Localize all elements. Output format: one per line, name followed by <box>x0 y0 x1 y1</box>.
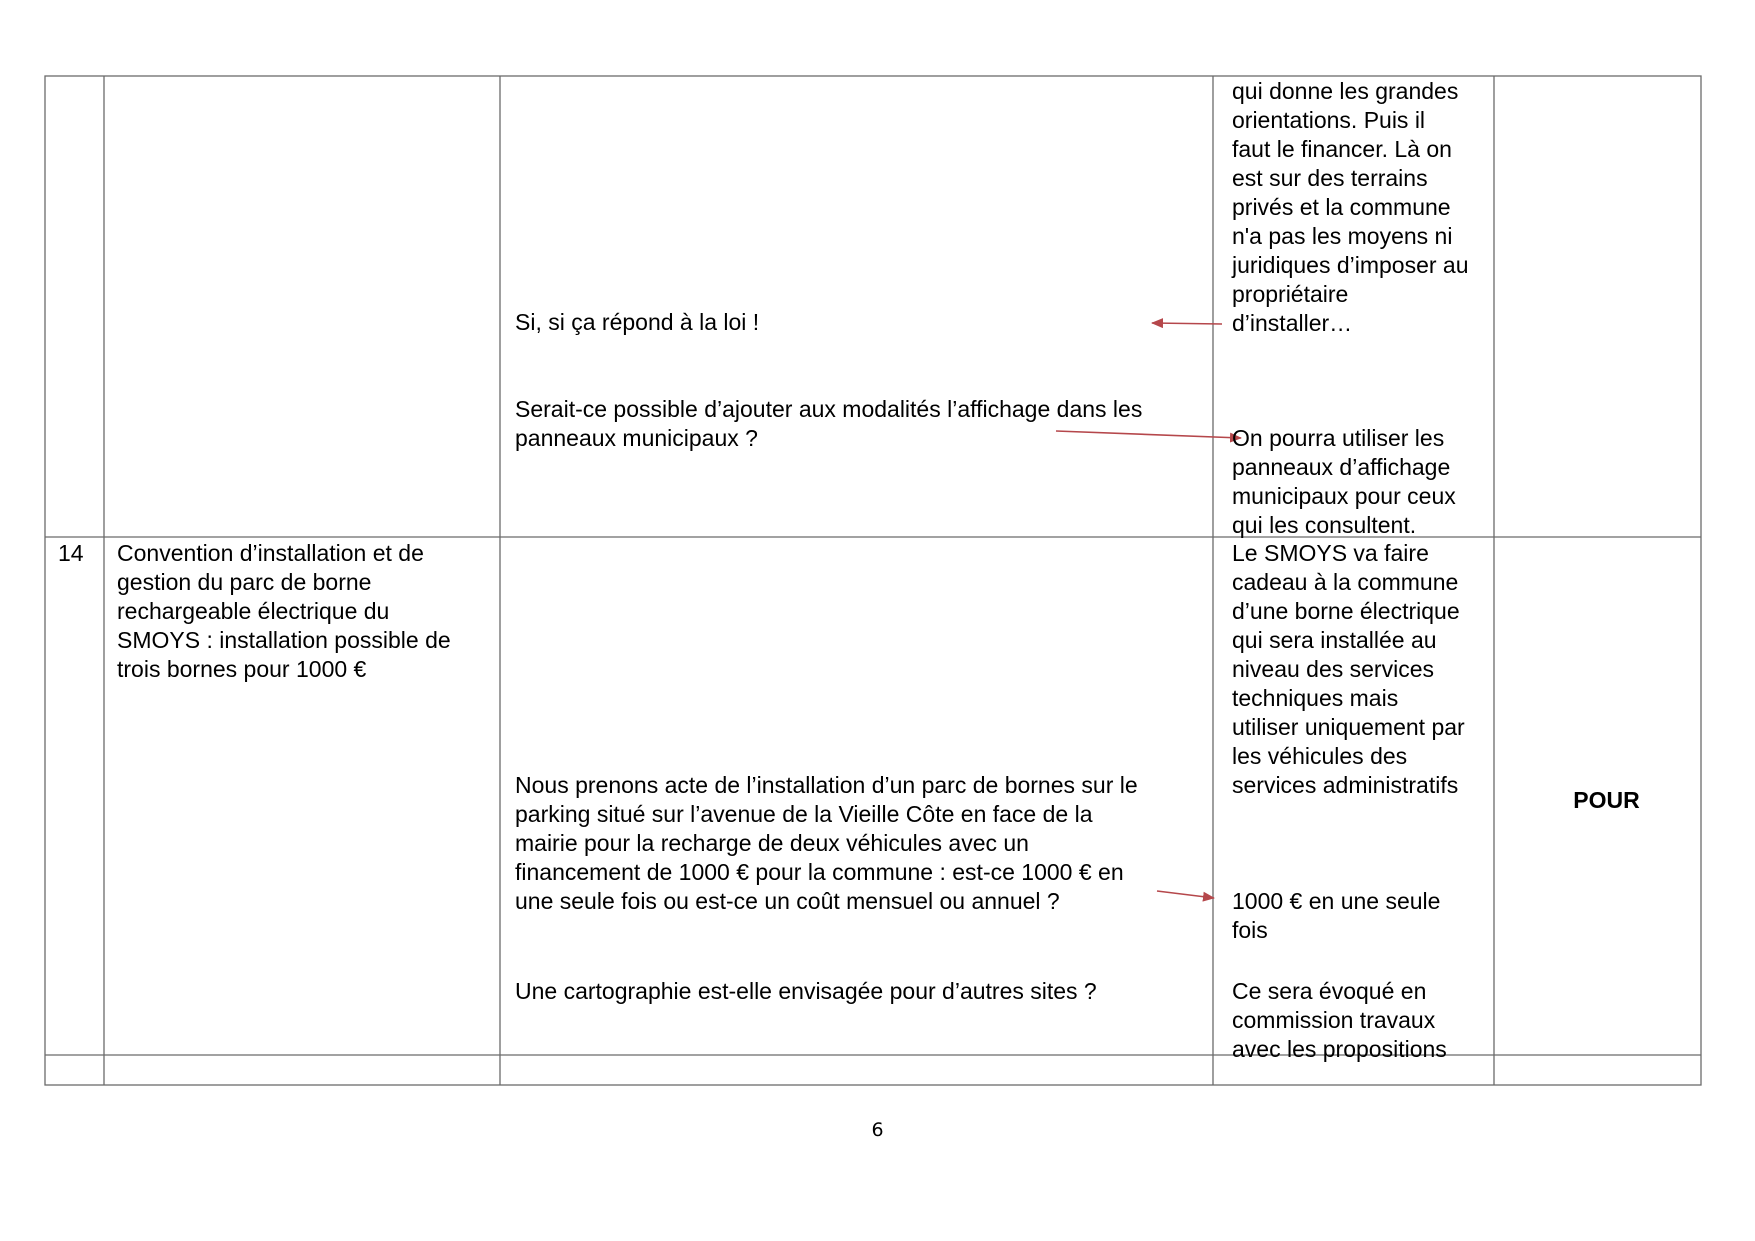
response-text: On pourra utiliser les panneaux d’affichage municipaux pour ceux qui les consultent. <box>1232 425 1456 538</box>
question-text: Nous prenons acte de l’installation d’un parc de bornes sur le parking situé sur l’avenue de la Vieille Côte en face de la mairie pour la recharge de deux véhicules avec un financement de 1000 € pour la commune : est-ce 1000 € en une seule fois ou est-ce un coût mensuel ou annuel ? <box>515 772 1138 914</box>
arrow-response-to-question <box>1152 323 1222 324</box>
question-text: Une cartographie est-elle envisagée pour d’autres sites ? <box>515 978 1097 1004</box>
response-text: qui donne les grandes orientations. Puis il faut le financer. Là on est sur des terrains privés et la commune n'a pas les moyens ni juridiques d’imposer au propriétaire d’installer… <box>1232 78 1469 336</box>
response-text: Ce sera évoqué en commission travaux avec les propositions <box>1232 978 1447 1062</box>
vote-result: POUR <box>1573 787 1640 813</box>
page-number: 6 <box>871 1119 884 1141</box>
response-text: Le SMOYS va faire cadeau à la commune d’une borne électrique qui sera installée au niveau des services techniques mais utiliser uniquement par les véhicules des services administratifs <box>1232 540 1465 798</box>
item-subject: Convention d’installation et de gestion du parc de borne rechargeable électrique du SMOYS : installation possible de trois bornes pour 1000 € <box>117 540 451 682</box>
question-text: Si, si ça répond à la loi ! <box>515 309 760 335</box>
question-text: Serait-ce possible d’ajouter aux modalités l’affichage dans les panneaux municipaux ? <box>515 396 1143 451</box>
item-number: 14 <box>58 540 84 566</box>
response-text: 1000 € en une seule fois <box>1232 888 1441 943</box>
